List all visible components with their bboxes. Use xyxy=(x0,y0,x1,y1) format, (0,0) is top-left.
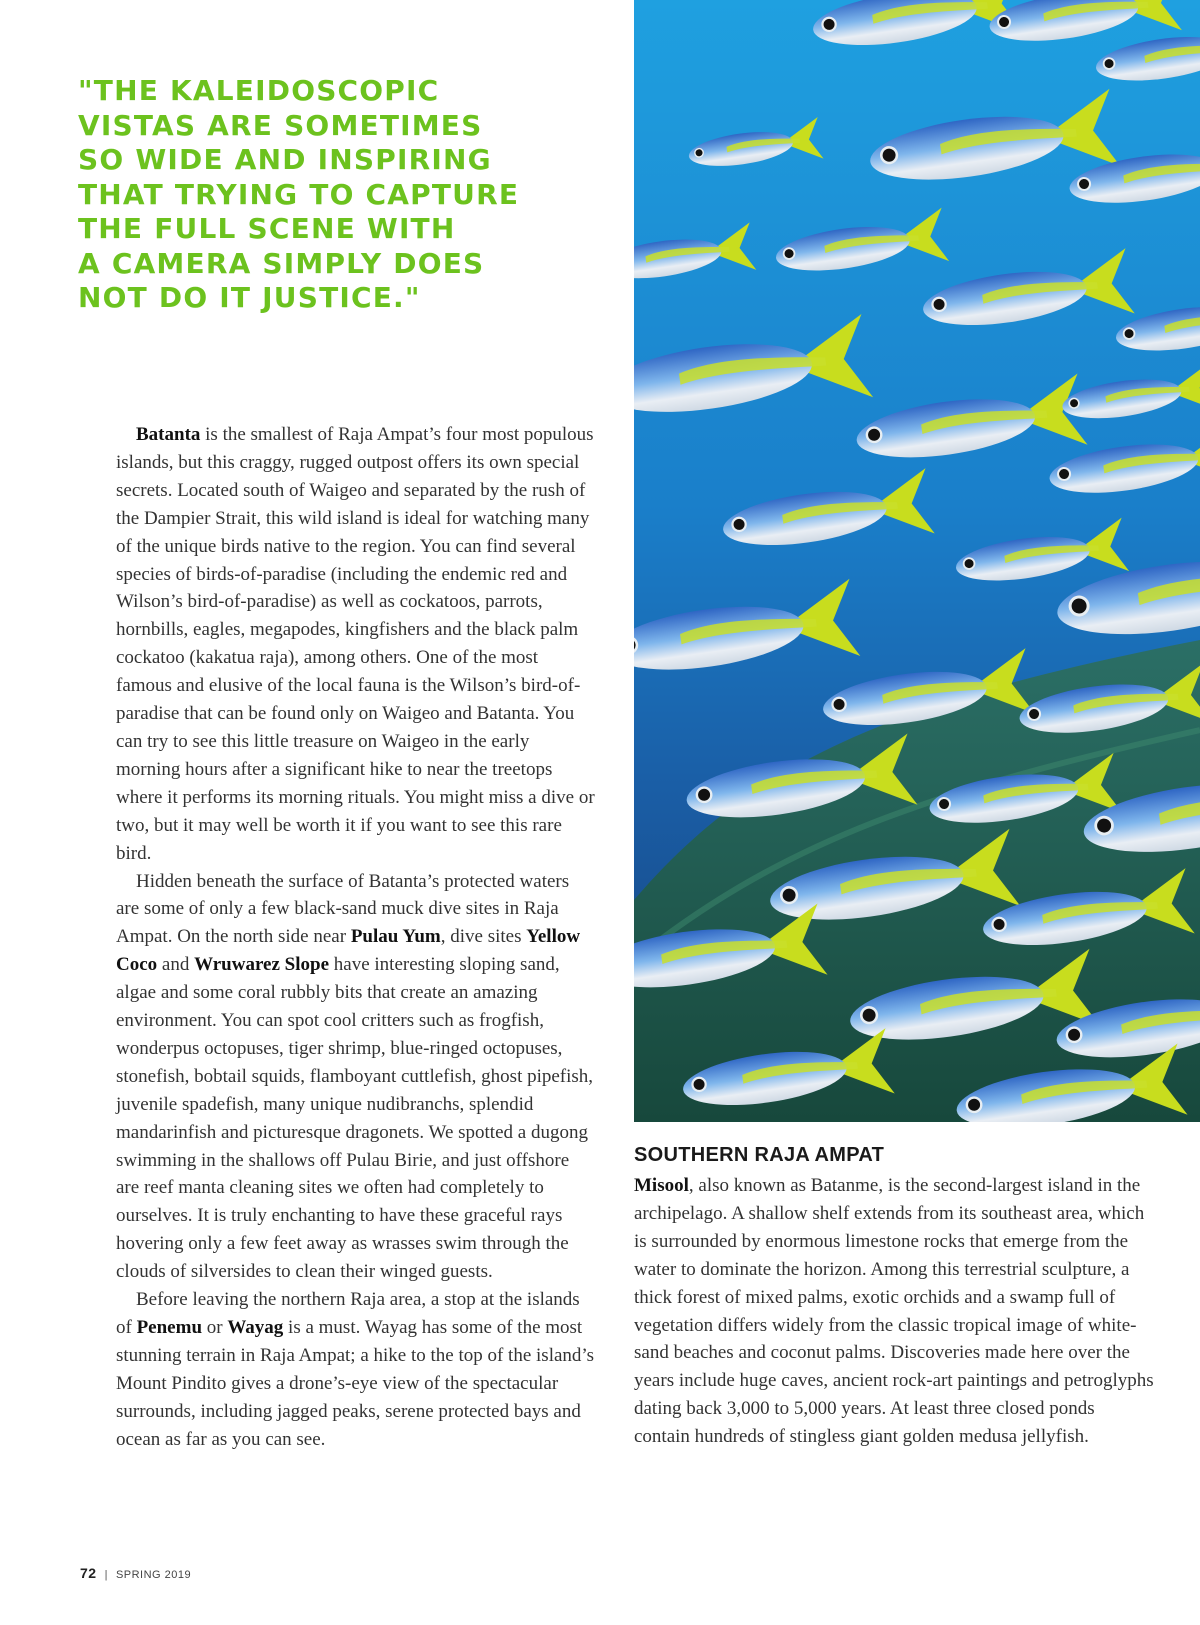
pull-quote-line: VISTAS ARE SOMETIMES xyxy=(78,108,483,142)
paragraph-text: have interesting sloping sand, algae and some coral rubbly bits that create an amazing environment. You can spot cool critters such as frogfish, wonderpus octopuses, tiger shrimp, blue-ringed octopuses, stonefish, bobtail squids, flamboyant cuttlefish, ghost pipefish, juvenile spadefish, many unique nudibranchs, splendid mandarinfish and picturesque dragonets. We spotted a dugong swimming in the shallows off Pulau Birie, and just offshore are reef manta cleaning sites we often had completely to ourselves. It is truly enchanting to have these graceful rays hovering only a few feet away as wrasses swim through the clouds of silversides to clean their winged guests. xyxy=(116,954,594,1283)
issue-label: SPRING 2019 xyxy=(115,1569,192,1581)
fish-school-photo xyxy=(634,0,1200,1122)
footer-separator: | xyxy=(104,1569,108,1581)
pull-quote-line: THE FULL SCENE WITH xyxy=(78,212,456,245)
paragraph-muck-dive xyxy=(116,868,596,1287)
paragraph-text: , also known as Batanme, is the second-largest island in the archipelago. A shallow shelf extends from its southeast area, which is surrounded by enormous limestone rocks that emerge from the water to dominate the horizon. Among this terrestrial sculpture, a thick forest of mixed palms, exotic orchids and a swamp full of vegetation differs widely from the classic tropical image of white-sand beaches and coconut palms. Discoveries made here over the years include huge caves, ancient rock-art paintings and petroglyphs dating back 3,000 to 5,000 years. At least three closed ponds contain hundreds of stingless giant golden medusa jellyfish. xyxy=(634,1175,1154,1448)
bold-term: Batanta xyxy=(136,424,201,445)
bold-term: Penemu xyxy=(136,1317,203,1338)
bold-term: Wruwarez Slope xyxy=(194,954,330,976)
paragraph-text: is a must. Wayag has some of the most stunning terrain in Raja Ampat; a hike to the top of the island’s Mount Pindito gives a drone’s-eye view of the spectacular surrounds, including jagged peaks, serene protected bays and ocean as far as you can see. xyxy=(116,1317,595,1450)
pull-quote-line: THAT TRYING TO CAPTURE xyxy=(78,177,520,211)
paragraph-penemu-wayag xyxy=(116,1286,596,1453)
bold-term: Misool xyxy=(634,1175,689,1196)
paragraph-text: or xyxy=(202,1317,228,1338)
paragraph-text: , dive sites xyxy=(440,926,527,948)
paragraph-text: is the smallest of Raja Ampat’s four most populous islands, but this craggy, rugged outpost offers its own special secrets. Located south of Waigeo and separated by the rush of the Dampier Strait, this wild island is ideal for watching many of the unique birds native to the region. You can find several species of birds-of-paradise (including the endemic red and Wilson’s bird-of-paradise) as well as cockatoos, parrots, hornbills, eagles, megapodes, kingfishers and the black palm cockatoo (kakatua raja), among others. One of the most famous and elusive of the local fauna is the Wilson’s bird-of-paradise that can be found only on Waigeo and Batanta. You can try to see this little treasure on Waigeo in the early morning hours after a significant hike to near the treetops where it performs its morning rituals. You might miss a dive or two, but it may well be worth it if you want to see this rare bird. xyxy=(116,424,595,864)
pull-quote-line: SO WIDE AND INSPIRING xyxy=(78,143,492,176)
bold-term: Yellow Coco xyxy=(116,926,581,976)
pull-quote-line: NOT DO IT JUSTICE." xyxy=(78,281,421,314)
paragraph-misool xyxy=(634,1172,1154,1451)
page-footer xyxy=(80,1565,191,1581)
pull-quote-line: A CAMERA SIMPLY DOES xyxy=(78,246,485,280)
bold-term: Pulau Yum xyxy=(350,926,441,948)
article-right-column xyxy=(634,1172,1154,1451)
pull-quote-line: "THE KALEIDOSCOPIC xyxy=(78,74,440,107)
paragraph-batanta xyxy=(116,421,596,868)
pull-quote xyxy=(78,74,548,316)
article-left-column xyxy=(116,421,596,1454)
bold-term: Wayag xyxy=(227,1317,284,1338)
section-heading: SOUTHERN RAJA AMPAT xyxy=(634,1144,885,1166)
paragraph-text: and xyxy=(157,954,195,976)
paragraph-text: Before leaving the northern Raja area, a stop at the islands of xyxy=(116,1289,580,1338)
paragraph-text: Hidden beneath the surface of Batanta’s protected waters are some of only a few black-sand muck dive sites in Raja Ampat. On the north side near xyxy=(116,870,570,948)
page-number: 72 xyxy=(80,1565,97,1581)
